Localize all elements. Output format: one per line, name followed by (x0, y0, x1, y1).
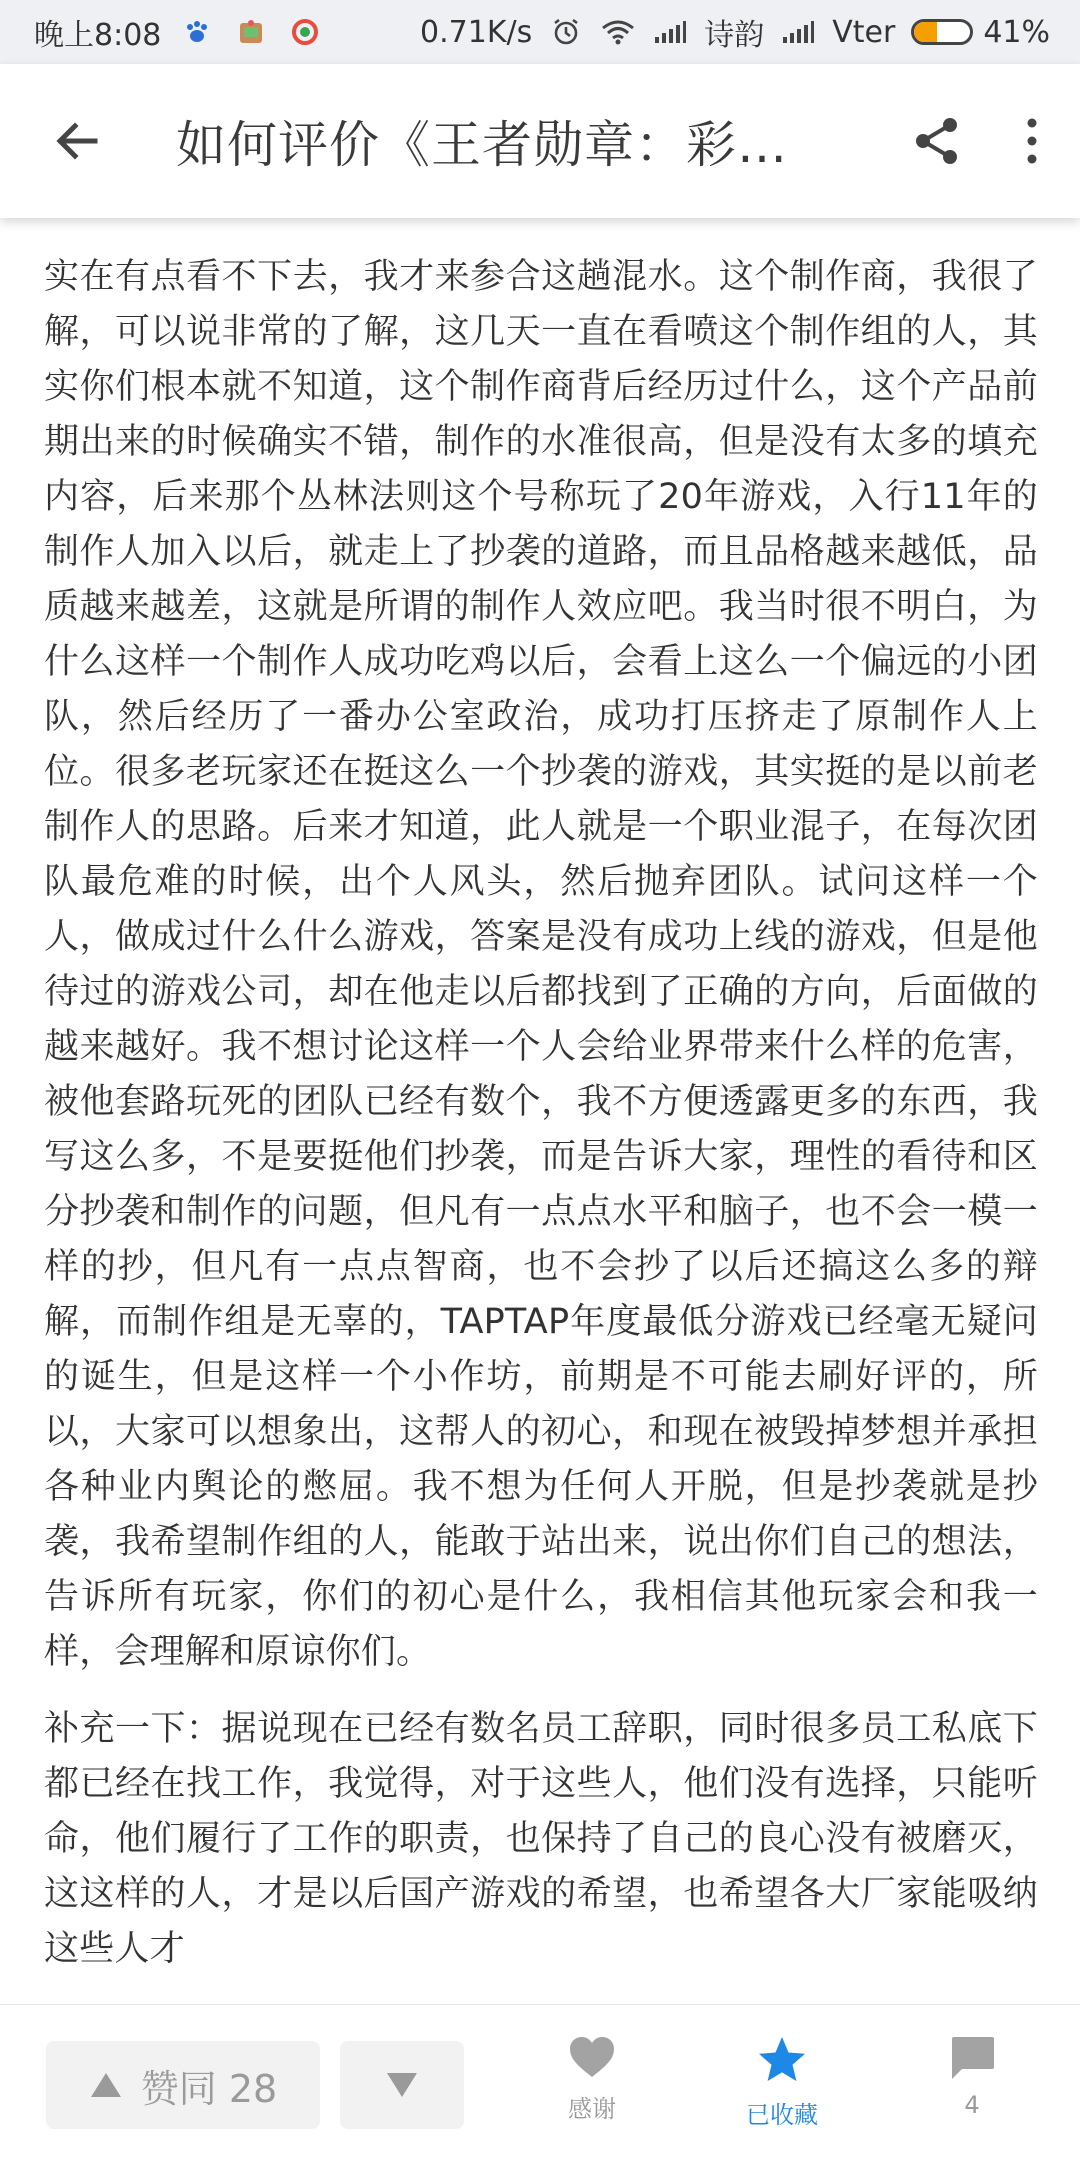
status-time: 晚上8:08 (34, 18, 162, 53)
battery-percent: 41% (983, 14, 1050, 50)
app-icon (233, 14, 269, 50)
paragraph-2: 补充一下：据说现在已经有数名员工辞职，同时很多员工私底下都已经在找工作，我觉得，对于这些人，他们没有选择，只能听命，他们履行了工作的职责，也保持了自己的良心没有被磨灭，这这样的人，才是以后国产游戏的希望，也希望各大厂家能吸纳这些人才 (44, 1709, 1038, 1969)
comments-count: 4 (964, 2091, 980, 2119)
wifi-icon (600, 14, 636, 50)
paw-icon (179, 14, 215, 50)
alarm-icon (548, 14, 584, 50)
more-vertical-icon (1022, 115, 1042, 167)
share-icon (910, 114, 964, 168)
comments-button[interactable] (912, 2035, 1032, 2119)
triangle-down-icon (385, 2071, 419, 2099)
comment-icon (948, 2035, 996, 2081)
carrier-1: 诗韵 (704, 18, 765, 53)
paragraph-1: 实在有点看不下去，我才来参合这趟混水。这个制作商，我很了解，可以说非常的了解，这几天一直在看喷这个制作组的人，其实你们根本就不知道，这个制作商背后经历过什么，这个产品前期出来的时候确实不错，制作的水准很高，但是没有太多的填充内容，后来那个丛林法则这个号称玩了20年游戏，入行11年的制作人加入以后，就走上了抄袭的道路，而且品格越来越低，品质越来越差，这就是所谓的制作人效应吧。我当时很不明白，为什么这样一个制作人成功吃鸡以后，会看上这么一个偏远的小团队，然后经历了一番办公室政治，成功打压挤走了原制作人上位。很多老玩家还在挺这么一个抄袭的游戏，其实挺的是以前老制作人的思路。后来才知道，此人就是一个职业混子，在每次团队最危难的时候，出个人风头，然后抛弃团队。试问这样一个人，做成过什么什么游戏，答案是没有成功上线的游戏，但是他待过的游戏公司，却在他走以后都找到了正确的方向，后面做的越来越好。我不想讨论这样一个人会给业界带来什么样的危害，被他套路玩死的团队已经有数个，我不方便透露更多的东西，我写这么多，不是要挺他们抄袭，而是告诉大家，理性的看待和区分抄袭和制作的问题，但凡有一点点水平和脑子，也不会一模一样的抄，但凡有一点点智商，也不会抄了以后还搞这么多的辩解，而制作组是无辜的，TAPTAP年度最低分游戏已经毫无疑问的诞生，但是这样一个小作坊，前期是不可能去刷好评的，所以，大家可以想象出，这帮人的初心，和现在被毁掉梦想并承担各种业内舆论的憋屈。我不想为任何人开脱，但是抄袭就是抄袭，我希望制作组的人，能敢于站出来，说出你们自己的想法，告诉所有玩家，你们的初心是什么，我相信其他玩家会和我一样，会理解和原谅你们。 (44, 257, 1038, 1672)
star-icon (756, 2035, 808, 2085)
collect-button[interactable] (722, 2035, 842, 2130)
back-button[interactable] (22, 86, 132, 196)
page-title: 如何评价《王者勋章：彩… (176, 116, 788, 174)
status-bar (0, 0, 1080, 64)
signal-icon-2 (780, 14, 816, 50)
bottom-action-bar (0, 2004, 1080, 2160)
battery-shell (911, 19, 973, 45)
thanks-button[interactable] (532, 2035, 652, 2124)
thanks-label: 感谢 (568, 2095, 616, 2123)
more-button[interactable] (992, 86, 1072, 196)
answer-content (44, 250, 1038, 1999)
upvote-button[interactable] (46, 2041, 320, 2129)
app-icon-2 (287, 14, 323, 50)
carrier-2: Vter (832, 14, 896, 50)
collect-label: 已收藏 (746, 2101, 818, 2129)
upvote-label: 赞同 28 (140, 2066, 278, 2111)
signal-icon (652, 14, 688, 50)
triangle-up-icon (89, 2071, 123, 2099)
share-button[interactable] (882, 86, 992, 196)
battery-fill (914, 22, 937, 42)
app-bar (0, 64, 1080, 218)
network-speed: 0.71K/s (420, 14, 533, 50)
heart-icon (568, 2035, 616, 2079)
downvote-button[interactable] (340, 2041, 464, 2129)
battery-icon (911, 15, 1050, 50)
arrow-left-icon (51, 115, 103, 167)
